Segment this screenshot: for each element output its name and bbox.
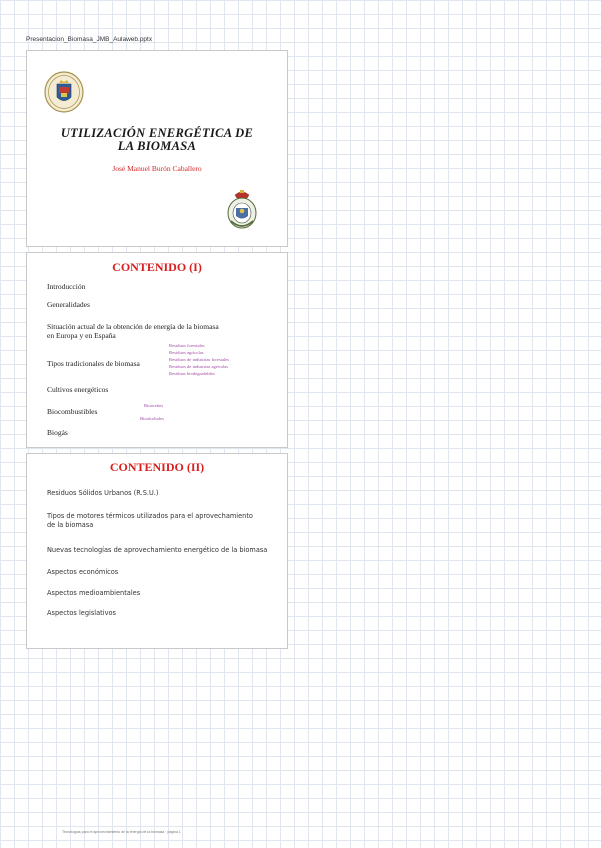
- slide-title: [26, 50, 288, 247]
- list-item: en Europa y en España: [47, 331, 116, 340]
- slide-heading: CONTENIDO (I): [112, 260, 202, 274]
- list-item: Situación actual de la obtención de energía de la biomasa: [47, 322, 219, 331]
- sub-item: Residuos de industrias agrícolas: [169, 364, 229, 369]
- list-item: Biocombustibles: [47, 407, 98, 416]
- title-line-2: LA BIOMASA: [117, 139, 197, 153]
- list-item: Aspectos medioambientales: [47, 589, 141, 597]
- slide-contents-2: [26, 453, 288, 649]
- list-item: Aspectos económicos: [47, 568, 119, 576]
- author-name: José Manuel Burón Caballero: [112, 164, 202, 173]
- slide-heading: CONTENIDO (II): [109, 460, 205, 474]
- page-footer: Tecnologías para el aprovechamiento de la energía de la biomasa · página 1: [62, 830, 181, 834]
- sub-item: Residuos biodegradables: [169, 371, 215, 376]
- list-item: de la biomasa: [47, 521, 94, 529]
- list-item: Residuos Sólidos Urbanos (R.S.U.): [47, 489, 159, 497]
- slide-contents-1: [26, 252, 288, 448]
- title-line-1: UTILIZACIÓN ENERGÉTICA DE: [60, 126, 254, 140]
- list-item: Nuevas tecnologías de aprovechamiento energético de la biomasa: [47, 546, 268, 554]
- list-item: Tipos tradicionales de biomasa: [47, 359, 140, 368]
- list-item: Generalidades: [47, 300, 90, 309]
- document-filename: Presentacion_Biomasa_JMB_Aulaweb.pptx: [26, 36, 153, 43]
- sub-item: Residuos agrícolas: [169, 350, 204, 355]
- list-item: Aspectos legislativos: [47, 609, 116, 617]
- sub-item: Bioaceites: [144, 403, 164, 408]
- list-item: Tipos de motores térmicos utilizados para el aprovechamiento: [47, 512, 253, 520]
- sub-item: Residuos de industrias forestales: [169, 357, 230, 362]
- list-item: Biogás: [47, 428, 68, 437]
- sub-item: Residuos forestales: [169, 343, 205, 348]
- list-item: Cultivos energéticos: [47, 385, 109, 394]
- presentation-title: [27, 127, 287, 153]
- list-item: Introducción: [47, 282, 86, 291]
- school-crest-icon: [225, 187, 259, 233]
- sub-item: Bioalcoholes: [140, 416, 164, 421]
- university-seal-icon: [44, 71, 84, 113]
